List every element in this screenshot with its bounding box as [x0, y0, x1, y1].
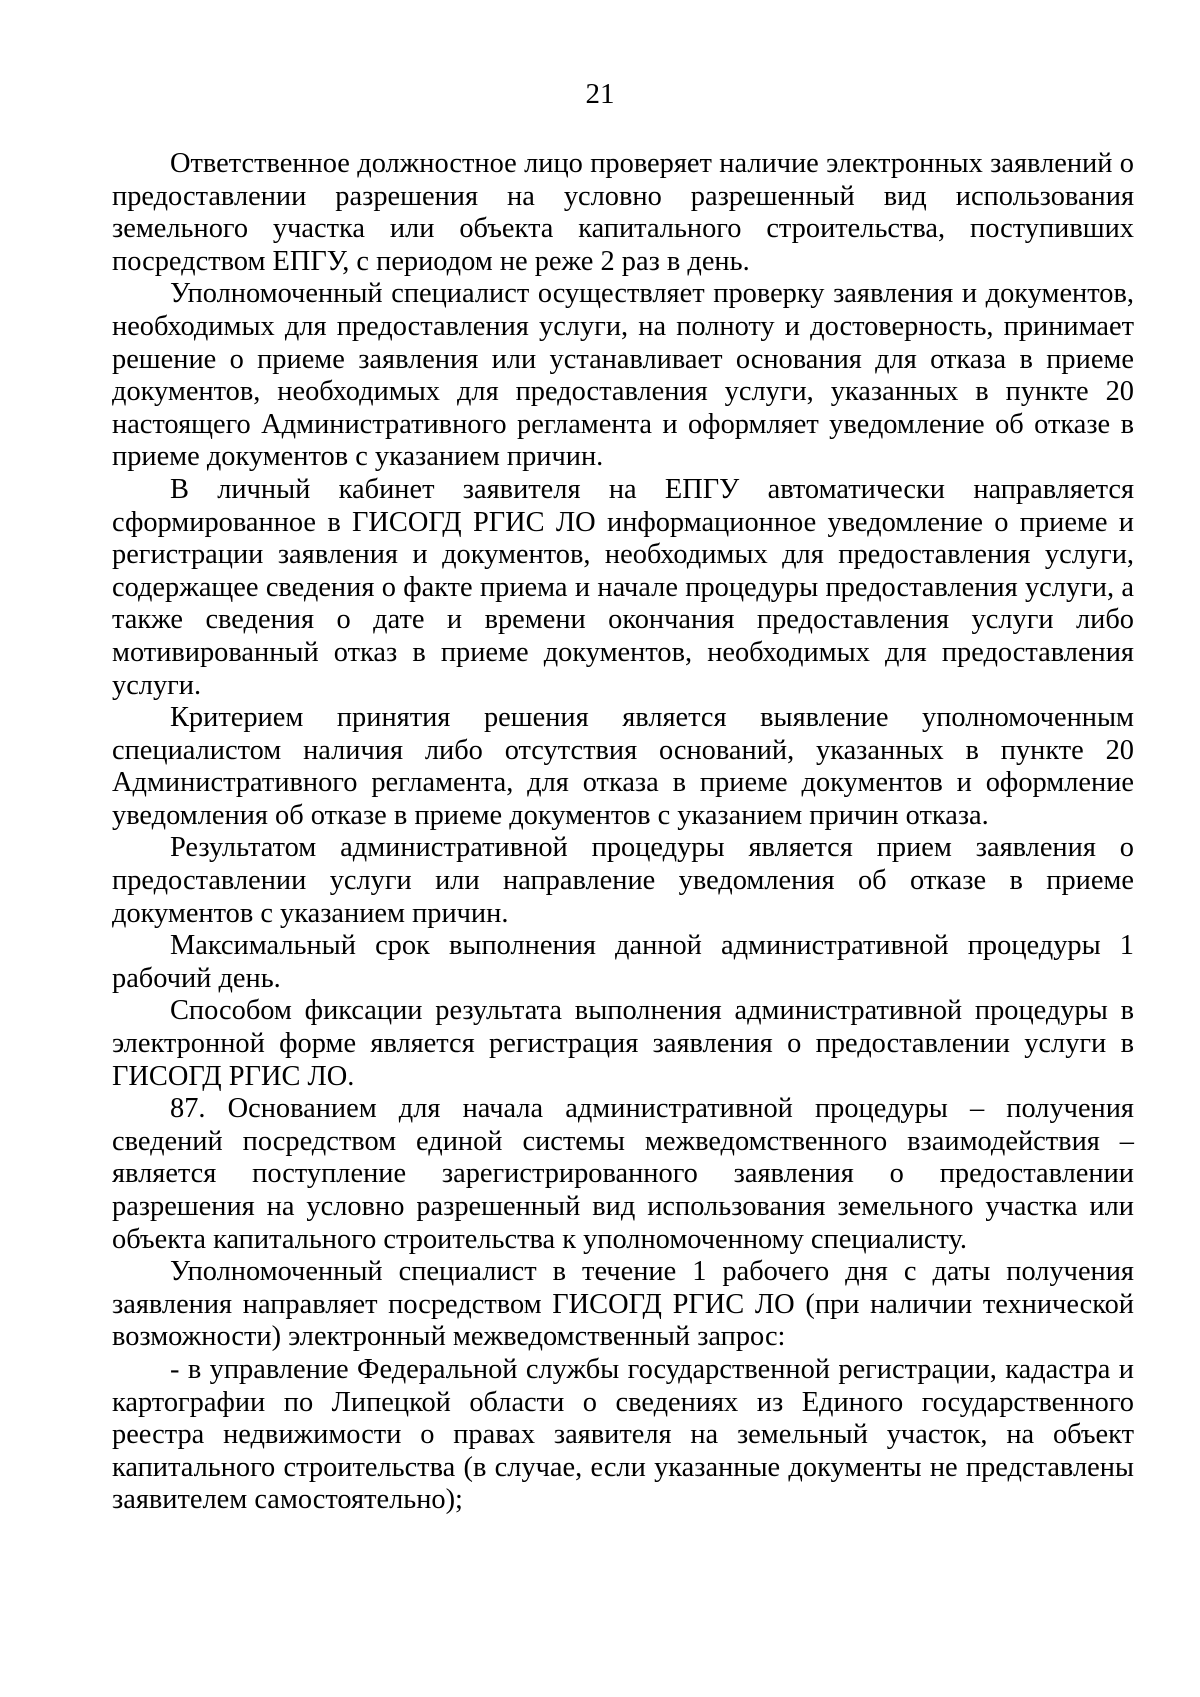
paragraph-8: 87. Основанием для начала административной процедуры – получения сведений посредством единой системы межведомственного взаимодействия – является поступление зарегистрированного заявления о предоставлении разрешения на условно разрешенный вид использования земельного участка или объекта капитального строительства к уполномоченному специалисту. [112, 1093, 1134, 1255]
paragraph-6: Максимальный срок выполнения данной административной процедуры 1 рабочий день. [112, 930, 1134, 994]
paragraph-7: Способом фиксации результата выполнения административной процедуры в электронной форме является регистрация заявления о предоставлении услуги в ГИСОГД РГИС ЛО. [112, 995, 1134, 1092]
paragraph-1: Ответственное должностное лицо проверяет наличие электронных заявлений о предоставлении разрешения на условно разрешенный вид использования земельного участка или объекта капитального строительства, поступивших посредством ЕПГУ, с периодом не реже 2 раз в день. [112, 148, 1134, 277]
paragraph-4: Критерием принятия решения является выявление уполномоченным специалистом наличия либо отсутствия оснований, указанных в пункте 20 Административного регламента, для отказа в приеме документов и оформление уведомления об отказе в приеме документов с указанием причин отказа. [112, 702, 1134, 831]
paragraph-5: Результатом административной процедуры является прием заявления о предоставлении услуги или направление уведомления об отказе в приеме документов с указанием причин. [112, 832, 1134, 929]
document-body [112, 148, 1134, 1517]
paragraph-3: В личный кабинет заявителя на ЕПГУ автоматически направляется сформированное в ГИСОГД РГИС ЛО информационное уведомление о приеме и регистрации заявления и документов, необходимых для предоставления услуги, содержащее сведения о факте приема и начале процедуры предоставления услуги, а также сведения о дате и времени окончания предоставления услуги либо мотивированный отказ в приеме документов, необходимых для предоставления услуги. [112, 473, 1134, 701]
paragraph-9: Уполномоченный специалист в течение 1 рабочего дня с даты получения заявления направляет посредством ГИСОГД РГИС ЛО (при наличии технической возможности) электронный межведомственный запрос: [112, 1256, 1134, 1353]
paragraph-2: Уполномоченный специалист осуществляет проверку заявления и документов, необходимых для предоставления услуги, на полноту и достоверность, принимает решение о приеме заявления или устанавливает основания для отказа в приеме документов, необходимых для предоставления услуги, указанных в пункте 20 настоящего Административного регламента и оформляет уведомление об отказе в приеме документов с указанием причин. [112, 278, 1134, 473]
paragraph-10: - в управление Федеральной службы государственной регистрации, кадастра и картографии по Липецкой области о сведениях из Единого государственного реестра недвижимости о правах заявителя на земельный участок, на объект капитального строительства (в случае, если указанные документы не представлены заявителем самостоятельно); [112, 1353, 1134, 1516]
page-number: 21 [585, 78, 615, 110]
